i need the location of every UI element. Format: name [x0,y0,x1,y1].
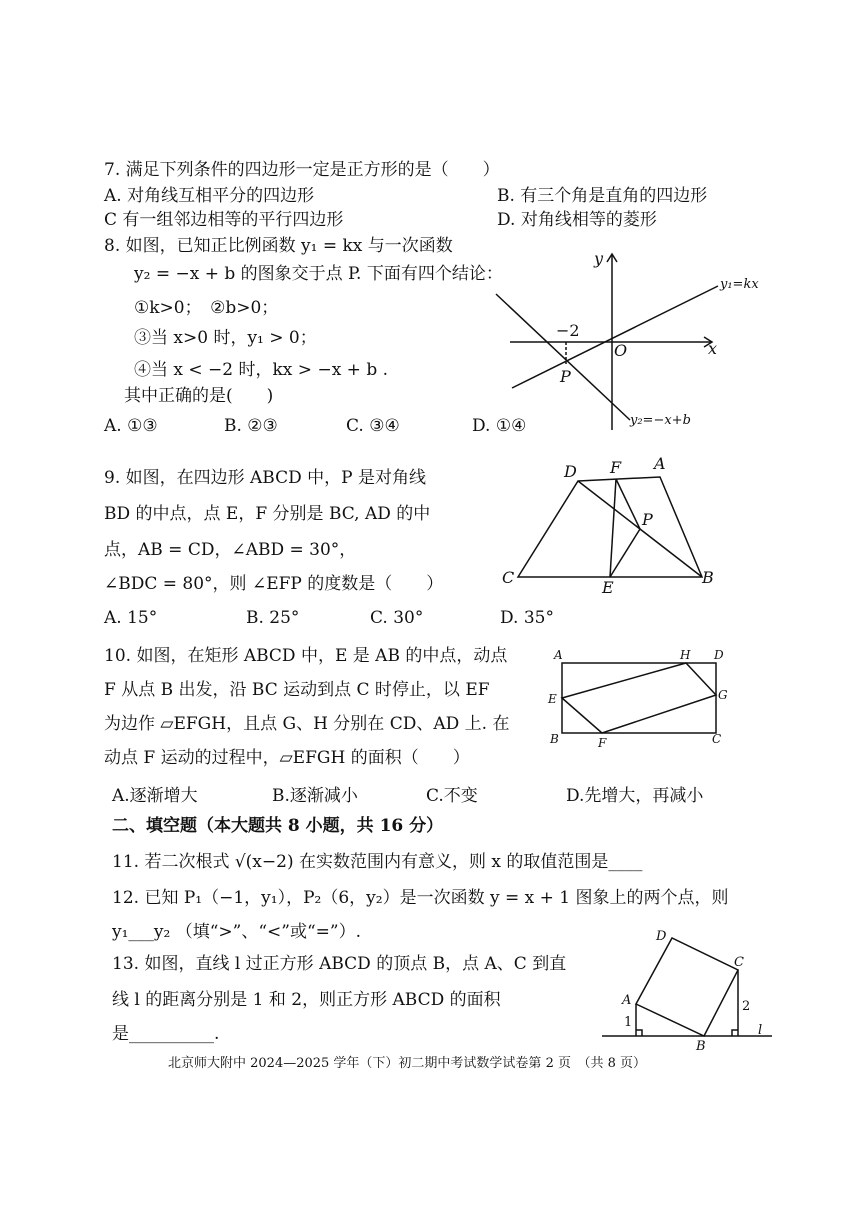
q10-line2: F 从点 B 出发，沿 BC 运动到点 C 时停止，以 EF [104,680,490,700]
q8-conclusion-4: ④当 x < −2 时，kx > −x + b . [134,360,389,380]
q12-line1: 12. 已知 P₁（−1，y₁），P₂（6，y₂）是一次函数 y = x + 1 图象上的两个点，则 [112,888,729,908]
q10-label-c: C [712,732,722,746]
q9-quadrilateral [518,477,702,577]
q13-label-d: D [656,929,667,944]
q8-ask: 其中正确的是( ) [124,386,274,406]
q9-label-p: P [642,510,653,529]
q10-line4: 动点 F 运动的过程中，▱EFGH 的面积（ ） [104,748,470,768]
q9-line3: 点，AB = CD，∠ABD = 30°， [104,540,357,560]
q8-option-a: A. ①③ [104,416,158,436]
q13-right-angle-c [732,1030,738,1036]
section-2-heading: 二、填空题（本大题共 8 小题，共 16 分） [112,816,444,836]
q8-label-minus2: −2 [556,321,580,340]
q8-line-y2 [496,294,630,420]
q8-label-x: x [708,339,718,358]
q13-label-l: l [758,1023,763,1038]
q12-line2: y₁___y₂ （填“>”、“<”或“=”）. [112,922,362,942]
q13-label-c: C [734,955,744,970]
q10-label-e: E [548,692,557,706]
q7-stem: 7. 满足下列条件的四边形一定是正方形的是（ ） [104,160,500,180]
q9-segment-fe [610,479,616,577]
q10-option-d: D.先增大，再减小 [566,786,704,806]
q10-label-h: H [680,648,691,662]
q8-conclusion-3: ③当 x>0 时，y₁ > 0； [134,328,317,348]
q13-line1: 13. 如图，直线 l 过正方形 ABCD 的顶点 B，点 A、C 到直 [112,954,567,974]
q9-option-d: D. 35° [500,608,554,628]
page-footer: 北京师大附中 2024—2025 学年（下）初二期中考试数学试卷第 2 页 （共 8 页） [168,1056,647,1071]
q8-figure [490,246,780,436]
q8-label-y: y [594,249,604,268]
q7-option-a: A. 对角线互相平分的四边形 [104,186,315,206]
q8-option-b: B. ②③ [224,416,278,436]
q9-option-a: A. 15° [104,608,158,628]
q9-label-d: D [564,462,577,481]
q9-option-c: C. 30° [370,608,424,628]
q8-label-origin: O [614,341,628,360]
q8-conclusions-1-2: ①k>0； ②b>0； [134,298,279,318]
q10-parallelogram [562,663,716,733]
q13-distance-1: 1 [624,1015,633,1030]
q9-label-e: E [602,578,614,597]
q10-option-b: B.逐渐减小 [272,786,358,806]
q9-line1: 9. 如图，在四边形 ABCD 中，P 是对角线 [104,468,426,488]
q9-line4: ∠BDC = 80°，则 ∠EFP 的度数是（ ） [104,574,444,594]
q8-label-y2: y₂=−x+b [630,413,691,428]
q9-segment-ep [610,529,640,577]
q10-option-c: C.不变 [426,786,478,806]
q10-label-d: D [714,648,724,662]
q9-figure [498,455,718,600]
q8-label-y1: y₁=kx [720,277,759,292]
q10-rectangle [562,663,716,733]
q13-label-a: A [622,993,632,1008]
q10-label-g: G [718,688,728,702]
q9-label-c: C [502,568,515,587]
q10-line3: 为边作 ▱EFGH，且点 G、H 分别在 CD、AD 上. 在 [104,714,510,734]
q7-option-b: B. 有三个角是直角的四边形 [497,186,708,206]
q9-label-a: A [654,455,666,473]
q9-label-f: F [610,458,622,477]
q11-text: 11. 若二次根式 √(x−2) 在实数范围内有意义，则 x 的取值范围是____ [112,852,643,872]
q13-line3: 是__________. [112,1024,220,1044]
q9-label-b: B [702,568,714,587]
q10-option-a: A.逐渐增大 [112,786,198,806]
q8-line-y1 [512,286,718,388]
q10-label-a: A [554,648,563,662]
q7-option-d: D. 对角线相等的菱形 [497,210,657,230]
q10-figure [546,645,746,750]
q7-option-c: C 有一组邻边相等的平行四边形 [104,210,344,230]
q13-square [636,938,738,1036]
q10-line1: 10. 如图，在矩形 ABCD 中，E 是 AB 的中点，动点 [104,646,508,666]
q8-stem-line2: y₂ = −x + b 的图象交于点 P. 下面有四个结论： [134,264,503,284]
q8-option-c: C. ③④ [346,416,400,436]
q9-segment-fp [616,479,640,529]
q8-stem-line1: 8. 如图，已知正比例函数 y₁ = kx 与一次函数 [104,236,453,256]
q10-label-f: F [598,736,607,750]
q9-line2: BD 的中点，点 E，F 分别是 BC, AD 的中 [104,504,431,524]
q13-line2: 线 l 的距离分别是 1 和 2，则正方形 ABCD 的面积 [112,990,501,1010]
q9-option-b: B. 25° [246,608,300,628]
q10-label-b: B [550,732,559,746]
q13-right-angle-a [636,1030,642,1036]
q8-label-p: P [560,367,571,386]
q13-distance-2: 2 [742,999,751,1014]
q8-option-d: D. ①④ [472,416,527,436]
q13-figure [600,926,780,1056]
q13-label-b: B [696,1039,706,1054]
